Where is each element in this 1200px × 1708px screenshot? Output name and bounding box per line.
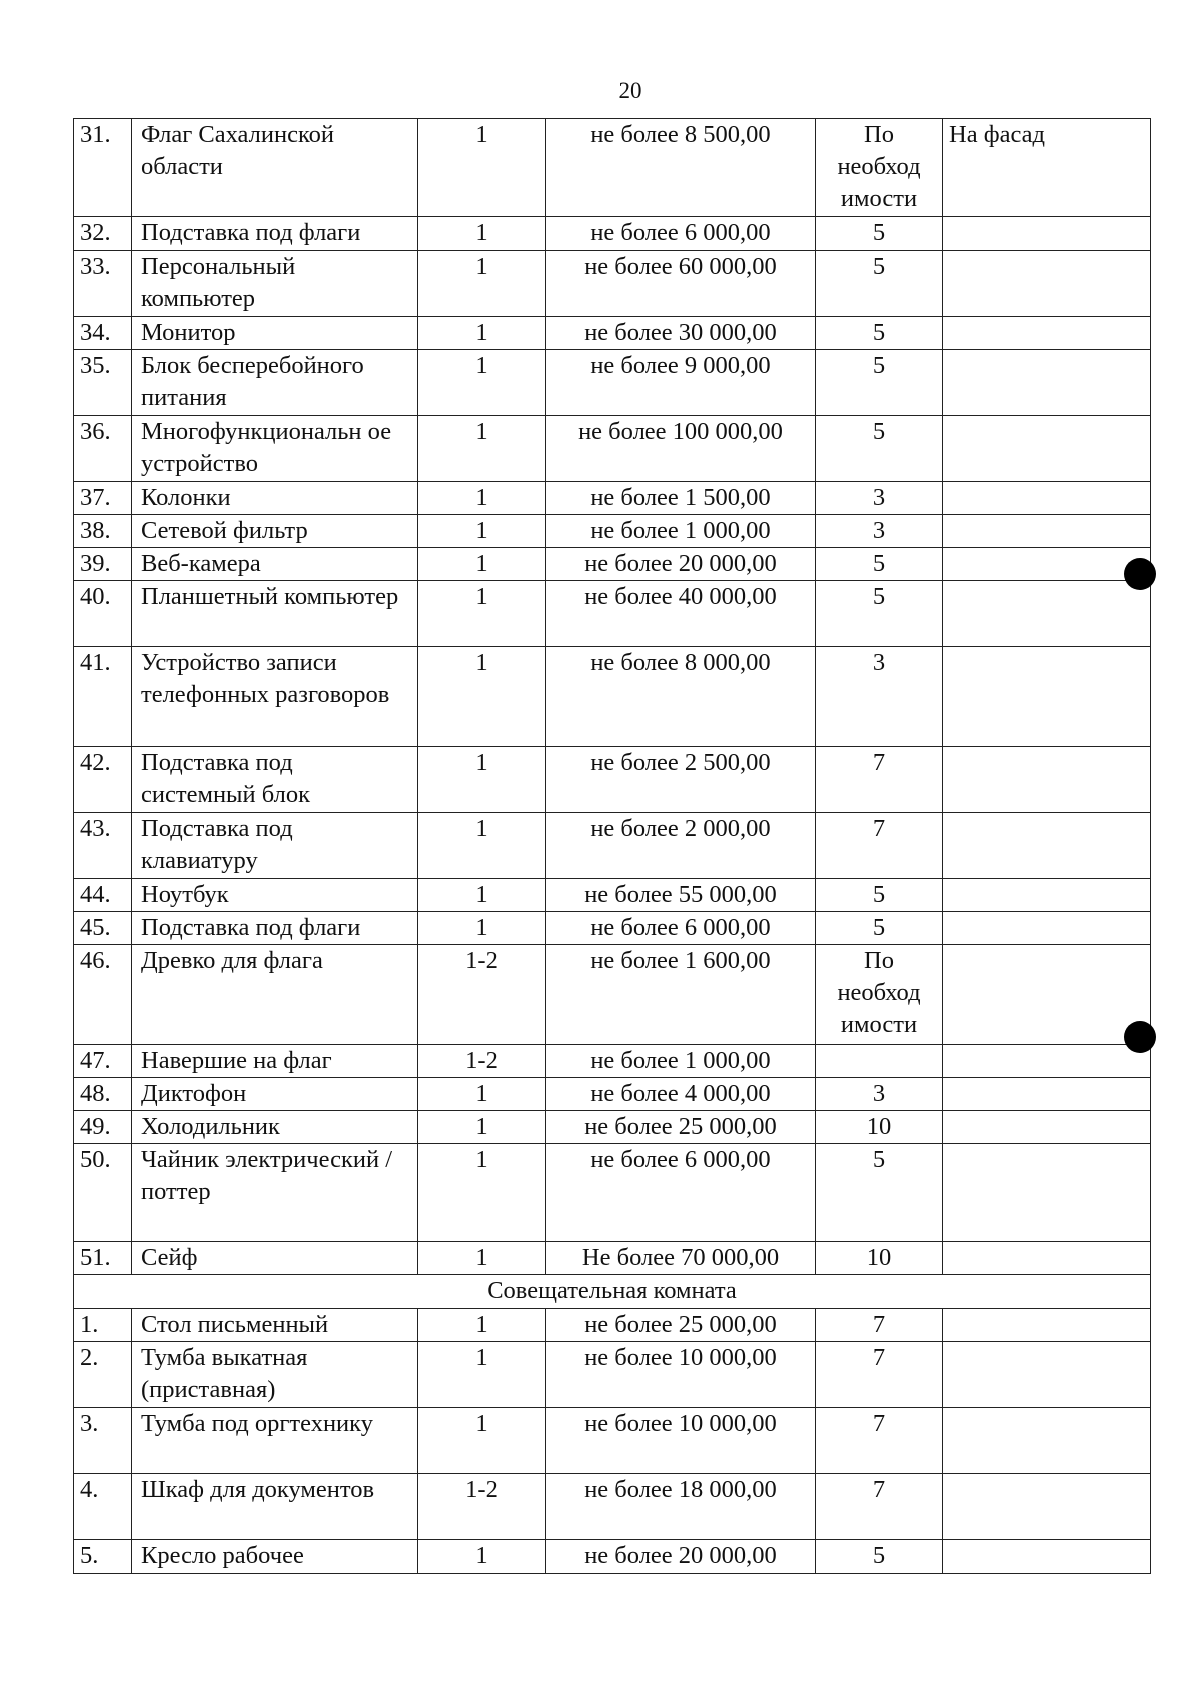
item-name: Шкаф для документов xyxy=(132,1474,418,1540)
item-price: не более 9 000,00 xyxy=(546,350,816,416)
table-row xyxy=(74,119,1151,217)
item-note xyxy=(943,251,1151,317)
item-price: не более 1 000,00 xyxy=(546,515,816,548)
item-note xyxy=(943,647,1151,747)
item-note xyxy=(943,1078,1151,1111)
item-term: 7 xyxy=(816,1342,943,1408)
item-term: 10 xyxy=(816,1111,943,1144)
item-note xyxy=(943,813,1151,879)
item-price: не более 55 000,00 xyxy=(546,879,816,912)
punch-hole-mark xyxy=(1124,1021,1156,1053)
row-number: 3. xyxy=(74,1408,132,1474)
item-name: Планшетный компьютер xyxy=(132,581,418,647)
section-header-row xyxy=(74,1275,1151,1309)
item-name: Многофункциональн ое устройство xyxy=(132,416,418,482)
item-price: не более 18 000,00 xyxy=(546,1474,816,1540)
item-term: 5 xyxy=(816,581,943,647)
table-row xyxy=(74,1111,1151,1144)
item-price: не более 1 000,00 xyxy=(546,1045,816,1078)
item-name: Веб-камера xyxy=(132,548,418,581)
item-note xyxy=(943,1474,1151,1540)
item-price: не более 30 000,00 xyxy=(546,317,816,350)
item-term: 7 xyxy=(816,1309,943,1342)
item-price: не более 2 500,00 xyxy=(546,747,816,813)
item-term: 5 xyxy=(816,317,943,350)
item-price: не более 6 000,00 xyxy=(546,912,816,945)
item-name: Тумба выкатная (приставная) xyxy=(132,1342,418,1408)
punch-hole-mark xyxy=(1124,558,1156,590)
item-term: 7 xyxy=(816,1474,943,1540)
row-number: 39. xyxy=(74,548,132,581)
table-row xyxy=(74,912,1151,945)
item-name: Навершие на флаг xyxy=(132,1045,418,1078)
item-term: 5 xyxy=(816,217,943,251)
item-note xyxy=(943,217,1151,251)
item-note xyxy=(943,581,1151,647)
item-quantity: 1 xyxy=(418,1144,546,1242)
item-name: Подставка под клавиатуру xyxy=(132,813,418,879)
table-row xyxy=(74,1078,1151,1111)
item-note xyxy=(943,1242,1151,1275)
item-name: Флаг Сахалинской области xyxy=(132,119,418,217)
table-row xyxy=(74,350,1151,416)
item-quantity: 1 xyxy=(418,813,546,879)
table-row xyxy=(74,945,1151,1045)
item-note xyxy=(943,1111,1151,1144)
item-term: 3 xyxy=(816,647,943,747)
table-row xyxy=(74,647,1151,747)
item-quantity: 1 xyxy=(418,1342,546,1408)
item-note: На фасад xyxy=(943,119,1151,217)
item-note xyxy=(943,1144,1151,1242)
table-row xyxy=(74,1408,1151,1474)
item-name: Тумба под оргтехнику xyxy=(132,1408,418,1474)
item-name: Колонки xyxy=(132,482,418,515)
item-quantity: 1 xyxy=(418,1540,546,1574)
table-row xyxy=(74,747,1151,813)
item-quantity: 1 xyxy=(418,119,546,217)
item-quantity: 1-2 xyxy=(418,945,546,1045)
item-term: 5 xyxy=(816,1144,943,1242)
item-name: Персональный компьютер xyxy=(132,251,418,317)
item-name: Устройство записи телефонных разговоров xyxy=(132,647,418,747)
row-number: 31. xyxy=(74,119,132,217)
row-number: 50. xyxy=(74,1144,132,1242)
item-term: 5 xyxy=(816,548,943,581)
item-note xyxy=(943,317,1151,350)
item-note xyxy=(943,548,1151,581)
row-number: 38. xyxy=(74,515,132,548)
row-number: 2. xyxy=(74,1342,132,1408)
table-row xyxy=(74,1242,1151,1275)
item-quantity: 1 xyxy=(418,912,546,945)
item-name: Диктофон xyxy=(132,1078,418,1111)
item-name: Стол письменный xyxy=(132,1309,418,1342)
item-quantity: 1 xyxy=(418,1078,546,1111)
item-term: 5 xyxy=(816,912,943,945)
item-name: Чайник электрический / поттер xyxy=(132,1144,418,1242)
item-price: не более 6 000,00 xyxy=(546,217,816,251)
item-note xyxy=(943,747,1151,813)
row-number: 44. xyxy=(74,879,132,912)
item-price: не более 25 000,00 xyxy=(546,1111,816,1144)
table-row xyxy=(74,515,1151,548)
row-number: 5. xyxy=(74,1540,132,1574)
item-price: не более 20 000,00 xyxy=(546,1540,816,1574)
item-quantity: 1 xyxy=(418,217,546,251)
item-note xyxy=(943,416,1151,482)
table-row xyxy=(74,1540,1151,1574)
row-number: 36. xyxy=(74,416,132,482)
item-quantity: 1 xyxy=(418,1242,546,1275)
item-note xyxy=(943,1408,1151,1474)
item-term: 5 xyxy=(816,251,943,317)
row-number: 46. xyxy=(74,945,132,1045)
item-price: Не более 70 000,00 xyxy=(546,1242,816,1275)
row-number: 35. xyxy=(74,350,132,416)
item-quantity: 1 xyxy=(418,581,546,647)
item-note xyxy=(943,1342,1151,1408)
item-quantity: 1 xyxy=(418,350,546,416)
item-name: Монитор xyxy=(132,317,418,350)
table-row xyxy=(74,1342,1151,1408)
table-row xyxy=(74,317,1151,350)
table-row xyxy=(74,217,1151,251)
item-name: Подставка под флаги xyxy=(132,217,418,251)
table-row xyxy=(74,581,1151,647)
table-row xyxy=(74,1144,1151,1242)
item-price: не более 1 500,00 xyxy=(546,482,816,515)
table-row xyxy=(74,813,1151,879)
item-quantity: 1 xyxy=(418,747,546,813)
item-note xyxy=(943,912,1151,945)
item-quantity: 1 xyxy=(418,515,546,548)
row-number: 47. xyxy=(74,1045,132,1078)
row-number: 34. xyxy=(74,317,132,350)
item-price: не более 4 000,00 xyxy=(546,1078,816,1111)
row-number: 48. xyxy=(74,1078,132,1111)
item-price: не более 2 000,00 xyxy=(546,813,816,879)
row-number: 4. xyxy=(74,1474,132,1540)
items-table xyxy=(73,118,1151,1574)
item-name: Древко для флага xyxy=(132,945,418,1045)
item-price: не более 6 000,00 xyxy=(546,1144,816,1242)
item-term: 7 xyxy=(816,813,943,879)
item-quantity: 1 xyxy=(418,251,546,317)
row-number: 33. xyxy=(74,251,132,317)
row-number: 40. xyxy=(74,581,132,647)
item-term: 5 xyxy=(816,350,943,416)
item-price: не более 10 000,00 xyxy=(546,1342,816,1408)
item-term: По необход имости xyxy=(816,945,943,1045)
item-name: Сетевой фильтр xyxy=(132,515,418,548)
item-quantity: 1 xyxy=(418,1309,546,1342)
item-price: не более 8 500,00 xyxy=(546,119,816,217)
item-quantity: 1 xyxy=(418,416,546,482)
item-quantity: 1 xyxy=(418,1111,546,1144)
item-note xyxy=(943,350,1151,416)
item-quantity: 1 xyxy=(418,1408,546,1474)
table-row xyxy=(74,1474,1151,1540)
item-term: 5 xyxy=(816,1540,943,1574)
row-number: 43. xyxy=(74,813,132,879)
item-term: 7 xyxy=(816,1408,943,1474)
section-title: Совещательная комната xyxy=(74,1275,1151,1309)
item-term: 3 xyxy=(816,515,943,548)
item-price: не более 25 000,00 xyxy=(546,1309,816,1342)
item-quantity: 1 xyxy=(418,482,546,515)
item-term: 3 xyxy=(816,1078,943,1111)
item-note xyxy=(943,879,1151,912)
item-price: не более 40 000,00 xyxy=(546,581,816,647)
item-price: не более 10 000,00 xyxy=(546,1408,816,1474)
item-note xyxy=(943,515,1151,548)
item-name: Холодильник xyxy=(132,1111,418,1144)
row-number: 41. xyxy=(74,647,132,747)
item-price: не более 20 000,00 xyxy=(546,548,816,581)
row-number: 32. xyxy=(74,217,132,251)
item-price: не более 60 000,00 xyxy=(546,251,816,317)
table-row xyxy=(74,482,1151,515)
item-name: Блок бесперебойного питания xyxy=(132,350,418,416)
item-quantity: 1 xyxy=(418,317,546,350)
item-note xyxy=(943,945,1151,1045)
item-note xyxy=(943,482,1151,515)
item-term: 5 xyxy=(816,879,943,912)
item-term: 5 xyxy=(816,416,943,482)
table-row xyxy=(74,416,1151,482)
item-quantity: 1-2 xyxy=(418,1045,546,1078)
item-name: Кресло рабочее xyxy=(132,1540,418,1574)
item-note xyxy=(943,1045,1151,1078)
table-row xyxy=(74,1309,1151,1342)
table-row xyxy=(74,548,1151,581)
item-name: Сейф xyxy=(132,1242,418,1275)
row-number: 42. xyxy=(74,747,132,813)
item-note xyxy=(943,1540,1151,1574)
item-quantity: 1 xyxy=(418,548,546,581)
item-term: 7 xyxy=(816,747,943,813)
item-term: 10 xyxy=(816,1242,943,1275)
table-row xyxy=(74,879,1151,912)
item-price: не более 8 000,00 xyxy=(546,647,816,747)
table-row xyxy=(74,1045,1151,1078)
item-term: 3 xyxy=(816,482,943,515)
item-term: По необход имости xyxy=(816,119,943,217)
item-term xyxy=(816,1045,943,1078)
item-name: Ноутбук xyxy=(132,879,418,912)
item-price: не более 1 600,00 xyxy=(546,945,816,1045)
page-number: 20 xyxy=(618,78,642,103)
item-price: не более 100 000,00 xyxy=(546,416,816,482)
item-name: Подставка под системный блок xyxy=(132,747,418,813)
table-row xyxy=(74,251,1151,317)
row-number: 45. xyxy=(74,912,132,945)
item-note xyxy=(943,1309,1151,1342)
item-quantity: 1-2 xyxy=(418,1474,546,1540)
item-name: Подставка под флаги xyxy=(132,912,418,945)
item-quantity: 1 xyxy=(418,879,546,912)
item-quantity: 1 xyxy=(418,647,546,747)
row-number: 37. xyxy=(74,482,132,515)
row-number: 51. xyxy=(74,1242,132,1275)
row-number: 1. xyxy=(74,1309,132,1342)
row-number: 49. xyxy=(74,1111,132,1144)
